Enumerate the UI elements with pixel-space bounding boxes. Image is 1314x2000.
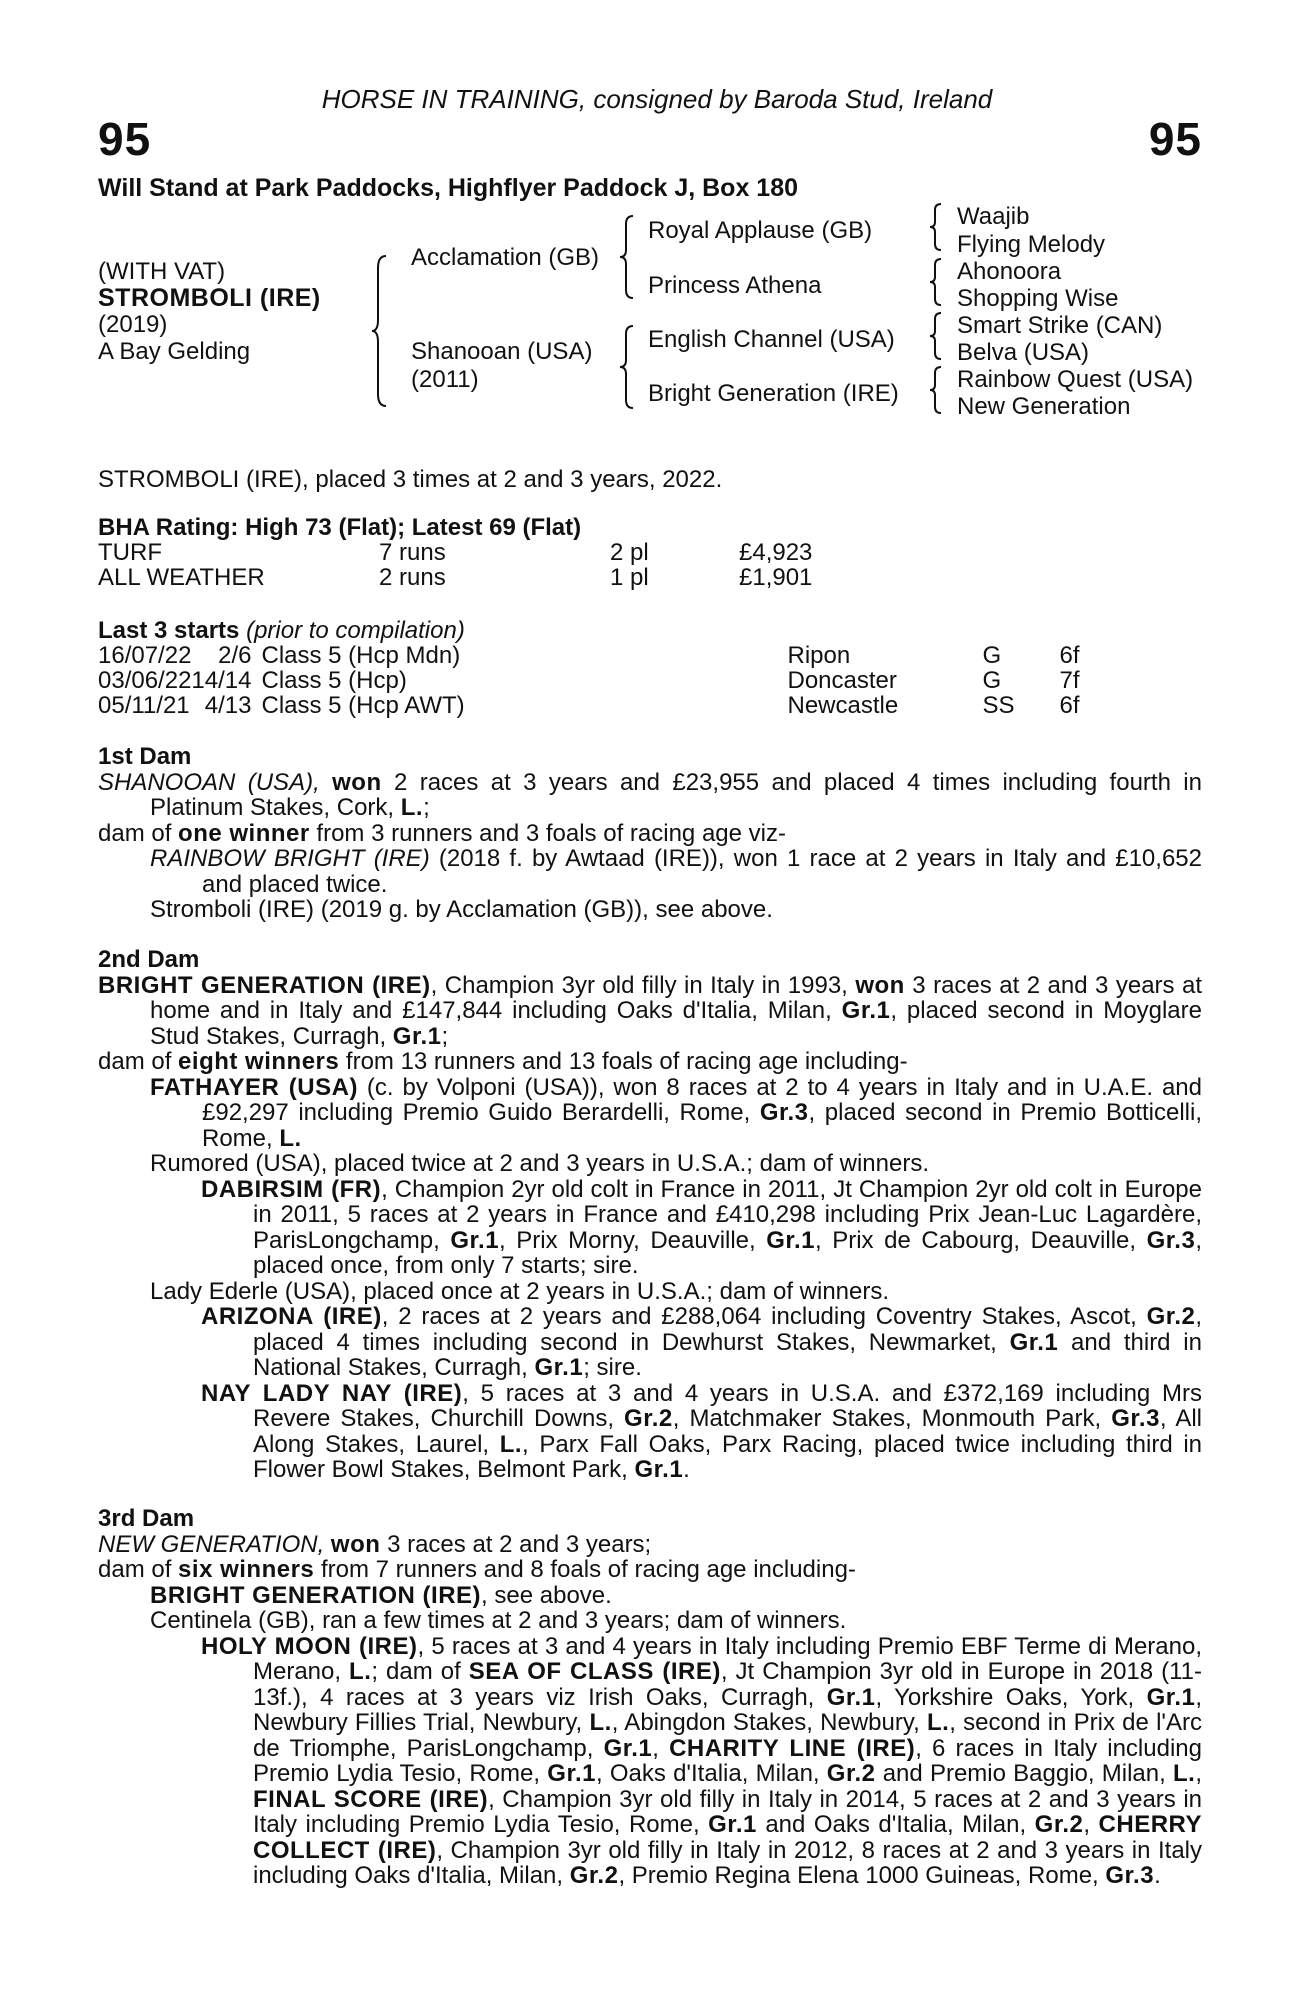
text: dam of — [98, 819, 179, 847]
progeny-name: SEA OF CLASS (IRE) — [468, 1658, 721, 1685]
progeny-name: NAY LADY NAY (IRE) — [201, 1379, 463, 1407]
grandprogeny-nay-lady-nay — [201, 1381, 1202, 1483]
text: from 7 runners and 8 foals of racing age including- — [314, 1556, 856, 1583]
start-row — [98, 668, 1080, 693]
race-grade: Gr.3 — [759, 1099, 809, 1126]
horse-name: STROMBOLI (IRE) — [98, 284, 321, 312]
rating-prize: £4,923 — [739, 539, 813, 566]
start-distance: 6f — [1059, 692, 1080, 719]
third-dam-heading: 3rd Dam — [98, 1505, 195, 1532]
start-course: Ripon — [787, 642, 851, 669]
text: ; dam of — [371, 1658, 469, 1685]
pedigree-brace-dd — [927, 365, 945, 415]
text: , Oaks d'Italia, Milan, — [595, 1760, 827, 1787]
text: , Champion 3yr old filly in Italy in 2014, 5 races at 2 and 3 years in Italy including Premio Lydia Tesio, Rome, — [253, 1785, 1202, 1838]
start-position: 2/6 — [218, 642, 252, 669]
start-position: 4/13 — [204, 692, 252, 719]
progeny-name: RAINBOW BRIGHT (IRE) — [150, 845, 430, 872]
text: , placed 4 times including second in Dewhurst Stakes, Newmarket, — [253, 1303, 1203, 1356]
pedigree-sdd: Shopping Wise — [957, 285, 1119, 312]
pedigree-sire: Acclamation (GB) — [411, 244, 600, 271]
pedigree-brace-sd — [927, 257, 945, 307]
bold-text: one winner — [178, 819, 310, 847]
text: 3 races at 2 and 3 years; — [380, 1530, 652, 1558]
text: , Abingdon Stakes, Newbury, — [611, 1709, 927, 1736]
start-date: 03/06/22 — [98, 667, 192, 694]
bold-text: won — [330, 1530, 381, 1558]
text: ; — [423, 794, 430, 821]
text: from 13 runners and 13 foals of racing age including- — [339, 1048, 908, 1075]
race-grade: Gr.1 — [392, 1022, 442, 1050]
bold-text: six winners — [178, 1556, 315, 1583]
race-grade: Gr.1 — [603, 1734, 653, 1762]
rating-runs: 7 runs — [379, 539, 446, 566]
text: , placed second in Moyglare Stud Stakes, Curragh, — [150, 997, 1202, 1050]
text: , — [1195, 1760, 1203, 1787]
start-distance: 6f — [1059, 642, 1080, 669]
bha-rating-heading: BHA Rating: High 73 (Flat); Latest 69 (Flat) — [98, 514, 582, 541]
race-grade: Gr.1 — [450, 1226, 500, 1254]
text: and third in National Stakes, Curragh, — [253, 1328, 1202, 1381]
rating-surface: TURF — [98, 539, 162, 566]
text: , 5 races at 3 and 4 years in U.S.A. and £372,169 including Mrs Revere Stakes, Churchill Downs, — [253, 1379, 1202, 1432]
text: , placed second in Premio Botticelli, Rome, — [202, 1099, 1202, 1152]
text: , — [1083, 1811, 1099, 1838]
start-row — [98, 643, 1080, 668]
pedigree-sss: Waajib — [957, 203, 1030, 230]
third-dam-progeny-centinela: Centinela (GB), ran a few times at 2 and 3 years; dam of winners. — [150, 1607, 847, 1634]
race-grade: Gr.3 — [1146, 1226, 1196, 1254]
race-grade: Gr.1 — [547, 1760, 596, 1787]
text: , All Along Stakes, Laurel, — [253, 1405, 1202, 1458]
dam-name: SHANOOAN (USA), — [98, 768, 333, 796]
start-going: G — [982, 667, 1002, 694]
text: . — [1154, 1862, 1161, 1889]
rating-row-all-weather — [98, 565, 812, 590]
second-dam-progeny-lady-ederle: Lady Ederle (USA), placed once at 2 years in U.S.A.; dam of winners. — [150, 1277, 890, 1305]
race-grade: Gr.2 — [826, 1760, 876, 1787]
text: 3 races at 2 and 3 years at home and in Italy and £147,844 including Oaks d'Italia, Milan, — [150, 971, 1203, 1024]
start-course: Newcastle — [787, 692, 899, 719]
text: , Newbury Fillies Trial, Newbury, — [253, 1683, 1203, 1736]
progeny-name: FATHAYER (USA) — [150, 1073, 358, 1101]
text: , Prix de Cabourg, Deauville, — [814, 1226, 1147, 1254]
text: and Premio Baggio, Milan, — [875, 1760, 1174, 1787]
last-starts-title: Last 3 starts — [98, 617, 240, 644]
text: ; — [441, 1022, 449, 1050]
text: (c. by Volponi (USA)), won 8 races at 2 to 4 years in Italy and in U.A.E. and £92,297 including Premio Guido Berardelli, Rome, — [202, 1073, 1202, 1126]
pedigree-brace-sire — [617, 214, 637, 300]
second-dam-progeny-fathayer — [150, 1075, 1202, 1152]
third-dam-progeny-bright-generation — [150, 1583, 1202, 1609]
race-grade: L. — [589, 1709, 612, 1736]
text: from 3 runners and 3 foals of racing age viz- — [309, 819, 786, 847]
first-dam-heading: 1st Dam — [98, 743, 192, 770]
pedigree-dss: Smart Strike (CAN) — [957, 312, 1163, 339]
text: dam of — [98, 1556, 179, 1583]
last-starts-table — [98, 643, 1080, 718]
rating-placed: 1 pl — [610, 564, 649, 591]
race-grade: L. — [1173, 1760, 1196, 1787]
third-dam-section — [98, 1506, 1202, 1889]
grandprogeny-holy-moon — [201, 1634, 1202, 1889]
text: , Prix Morny, Deauville, — [499, 1226, 767, 1254]
text: (2018 f. by Awtaad (IRE)), won 1 race at 2 years in Italy and £10,652 and placed twice. — [202, 845, 1202, 898]
race-grade: L. — [499, 1430, 523, 1458]
start-row — [98, 693, 1080, 718]
race-grade: Gr.1 — [708, 1811, 757, 1838]
first-dam-record — [98, 770, 1202, 821]
text: , see above. — [481, 1581, 612, 1609]
pedigree-sire-sire: Royal Applause (GB) — [648, 217, 873, 244]
start-race: Class 5 (Hcp) — [261, 667, 407, 694]
start-going: SS — [982, 692, 1015, 719]
pedigree-ddd: New Generation — [957, 393, 1131, 420]
bold-text: eight winners — [178, 1048, 340, 1075]
pedigree-dam-year: (2011) — [411, 366, 479, 393]
pedigree-dds: Rainbow Quest (USA) — [957, 366, 1194, 393]
stand-location: Will Stand at Park Paddocks, Highflyer Paddock J, Box 180 — [98, 174, 798, 202]
text: , Yorkshire Oaks, York, — [875, 1683, 1147, 1711]
race-grade: L. — [400, 794, 424, 821]
text: , 5 races at 3 and 4 years in Italy including Premio EBF Terme di Merano, Merano, — [253, 1632, 1202, 1685]
race-grade: Gr.2 — [1034, 1811, 1084, 1838]
first-dam-section — [98, 744, 1202, 923]
pedigree-dam-sire: English Channel (USA) — [648, 326, 895, 353]
race-grade: L. — [349, 1658, 372, 1685]
consignment-header: HORSE IN TRAINING, consigned by Baroda Stud, Ireland — [321, 84, 993, 114]
text: , Premio Regina Elena 1000 Guineas, Rome, — [618, 1862, 1106, 1889]
race-grade: Gr.1 — [766, 1226, 815, 1254]
pedigree-brace-ss — [927, 202, 945, 252]
rating-prize: £1,901 — [739, 564, 813, 591]
third-dam-produce-summary — [98, 1557, 1202, 1583]
pedigree-brace-main — [370, 254, 390, 408]
pedigree-dsd: Belva (USA) — [957, 339, 1090, 366]
progeny-name: DABIRSIM (FR) — [201, 1175, 382, 1203]
grandprogeny-dabirsim — [201, 1177, 1202, 1279]
race-grade: Gr.1 — [826, 1683, 876, 1711]
grandprogeny-arizona — [201, 1304, 1202, 1381]
text: 2 races at 3 years and £23,955 and placed 4 times including fourth in Platinum Stakes, Cork, — [150, 768, 1202, 821]
start-date: 05/11/21 — [98, 692, 190, 719]
horse-vat: (WITH VAT) — [98, 258, 226, 285]
race-grade: Gr.1 — [634, 1456, 684, 1483]
start-race: Class 5 (Hcp AWT) — [261, 692, 465, 719]
pedigree-sds: Ahonoora — [957, 258, 1062, 285]
second-dam-progeny-rumored: Rumored (USA), placed twice at 2 and 3 years in U.S.A.; dam of winners. — [150, 1150, 930, 1177]
race-grade: Gr.3 — [1105, 1862, 1155, 1889]
race-grade: Gr.2 — [1146, 1303, 1196, 1330]
text: and Oaks d'Italia, Milan, — [756, 1811, 1035, 1838]
pedigree-brace-ds — [927, 311, 945, 361]
first-dam-produce-summary — [98, 821, 1202, 847]
rating-row-turf — [98, 540, 812, 565]
second-dam-section — [98, 947, 1202, 1483]
text: , Champion 3yr old filly in Italy in 1993, — [430, 971, 856, 999]
last-starts-note: (prior to compilation) — [246, 617, 465, 644]
race-grade: Gr.3 — [1111, 1405, 1160, 1432]
progeny-name: FINAL SCORE (IRE) — [253, 1785, 489, 1813]
start-race: Class 5 (Hcp Mdn) — [261, 642, 461, 669]
bold-text: won — [855, 971, 905, 999]
second-dam-produce-summary — [98, 1049, 1202, 1075]
progeny-name: CHERRY COLLECT (IRE) — [253, 1811, 1202, 1864]
text: , 6 races in Italy including Premio Lydia Tesio, Rome, — [253, 1734, 1202, 1787]
text: , placed once, from only 7 starts; sire. — [253, 1226, 1202, 1279]
last-starts-heading — [98, 617, 465, 645]
second-dam-heading: 2nd Dam — [98, 946, 200, 973]
text: . — [683, 1456, 690, 1483]
text: , — [652, 1734, 670, 1762]
race-grade: Gr.1 — [1009, 1328, 1059, 1356]
text: , Champion 3yr old filly in Italy in 2012, 8 races at 2 and 3 years in Italy including Oaks d'Italia, Milan, — [253, 1836, 1202, 1889]
rating-table — [98, 540, 812, 590]
start-date: 16/07/22 — [98, 642, 192, 669]
first-dam-progeny-1 — [150, 846, 1202, 897]
third-dam-record — [98, 1532, 1202, 1558]
rating-placed: 2 pl — [610, 539, 649, 566]
start-going: G — [982, 642, 1002, 669]
pedigree-ssd: Flying Melody — [957, 231, 1106, 258]
text: , Jt Champion 3yr old in Europe in 2018 (11-13f.), 4 races at 3 years viz Irish Oaks, Curragh, — [253, 1658, 1203, 1711]
race-grade: Gr.2 — [569, 1862, 619, 1889]
rating-runs: 2 runs — [379, 564, 446, 591]
pedigree-brace-dam — [617, 324, 637, 410]
lot-number-right: 95 — [1148, 113, 1202, 165]
pedigree-dam-dam: Bright Generation (IRE) — [648, 380, 899, 407]
horse-year: (2019) — [98, 311, 168, 338]
race-grade: L. — [279, 1124, 302, 1152]
bold-text: won — [332, 768, 382, 796]
text: , Matchmaker Stakes, Monmouth Park, — [672, 1405, 1112, 1432]
progeny-name: BRIGHT GENERATION (IRE) — [150, 1581, 482, 1609]
dam-name: NEW GENERATION, — [98, 1530, 331, 1558]
start-course: Doncaster — [787, 667, 897, 694]
race-grade: L. — [926, 1709, 950, 1736]
race-summary: STROMBOLI (IRE), placed 3 times at 2 and 3 years, 2022. — [98, 466, 723, 493]
second-dam-record — [98, 973, 1202, 1050]
pedigree-dam: Shanooan (USA) — [411, 338, 593, 365]
first-dam-progeny-2: Stromboli (IRE) (2019 g. by Acclamation (GB)), see above. — [150, 896, 773, 923]
text: , second in Prix de l'Arc de Triomphe, ParisLongchamp, — [253, 1709, 1202, 1762]
pedigree-sire-dam: Princess Athena — [648, 272, 822, 299]
text: , Parx Fall Oaks, Parx Racing, placed twice including third in Flower Bowl Stakes, Belmont Park, — [253, 1430, 1202, 1483]
lot-number-left: 95 — [98, 113, 152, 165]
progeny-name: CHARITY LINE (IRE) — [669, 1734, 916, 1762]
progeny-name: HOLY MOON (IRE) — [201, 1632, 418, 1660]
start-position: 14/14 — [191, 667, 252, 694]
race-grade: Gr.1 — [534, 1354, 584, 1381]
horse-description: A Bay Gelding — [98, 338, 251, 365]
progeny-name: ARIZONA (IRE) — [201, 1303, 382, 1330]
dam-name: BRIGHT GENERATION (IRE) — [98, 971, 431, 999]
text: , 2 races at 2 years and £288,064 including Coventry Stakes, Ascot, — [381, 1303, 1147, 1330]
race-grade: Gr.1 — [841, 997, 891, 1024]
text: dam of — [98, 1048, 179, 1075]
text: ; sire. — [583, 1354, 642, 1381]
race-grade: Gr.1 — [1146, 1683, 1196, 1711]
start-distance: 7f — [1059, 667, 1080, 694]
rating-surface: ALL WEATHER — [98, 564, 265, 591]
race-grade: Gr.2 — [624, 1405, 673, 1432]
text: , Champion 2yr old colt in France in 2011, Jt Champion 2yr old colt in Europe in 2011, 5 races at 2 years in France and £410,298 including Prix Jean-Luc Lagardère, ParisLongchamp, — [253, 1175, 1202, 1254]
